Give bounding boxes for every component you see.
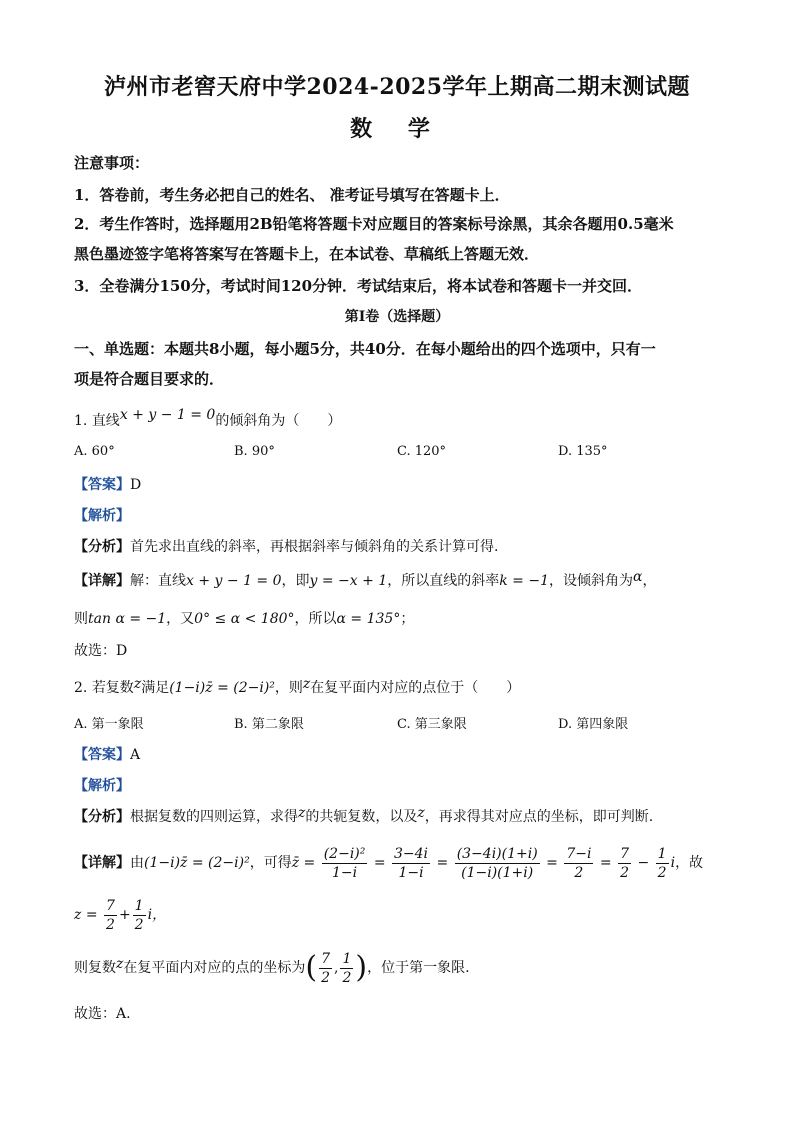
q2-stem: 2. 若复数z满足(1−i)z̄ = (2−i)²，则z在复平面内对应的点位于（ ） bbox=[74, 676, 521, 696]
q2-option-d: D. 第四象限 bbox=[558, 717, 629, 732]
section-intro-line-2: 项是符合题目要求的． bbox=[74, 370, 225, 388]
q2-option-c: C. 第三象限 bbox=[397, 717, 467, 732]
exam-title: 泸州市老窖天府中学2024-2025学年上期高二期末测试题 bbox=[103, 74, 691, 100]
q1-number: 1. bbox=[74, 413, 88, 429]
q2-detail-line-1: 【详解】由(1−i)z̄ = (2−i)²，可得z̄ = $\frac{\text{(2−i)²}}{1-i}$ = $\frac{3-4i}{1-i}$ = $\frac{(3-4i)(1+i)}{(1-i)(1+i)}$ = $\frac{7-i}{2}$ = $\frac{7}{2}$ − $\frac{1}{2}$ i，故 bbox=[74, 845, 704, 881]
q1-stem-post: 的倾斜角为（ ） bbox=[215, 413, 342, 429]
subject-title: 数 学 bbox=[350, 116, 444, 142]
notice-item-2-line-1: 2．考生作答时，选择题用2B铅笔将答题卡对应题目的答案标号涂黑，其余各题用0.5毫米 bbox=[74, 215, 674, 233]
q2-answer bbox=[74, 744, 140, 764]
q2-fraction-5: $\frac{7}{2}$ bbox=[620, 845, 630, 881]
q2-fenxi: 【分析】根据复数的四则运算，求得z的共轭复数，以及z，再求得其对应点的坐标，即可判断. bbox=[74, 805, 654, 825]
q2-answer-label: 【答案】 bbox=[74, 747, 130, 763]
q1-detail-line-1: 【详解】解：直线x + y − 1 = 0，即y = −x + 1，所以直线的斜率k = −1，设倾斜角为α， bbox=[74, 569, 657, 589]
q1-option-d: D. 135° bbox=[558, 444, 608, 459]
part-title: 第Ⅰ卷（选择题） bbox=[344, 309, 450, 325]
q1-answer bbox=[74, 474, 141, 494]
q2-analysis-header: 【解析】 bbox=[74, 778, 130, 794]
q2-answer-value: A bbox=[130, 747, 141, 763]
q1-fenxi bbox=[74, 536, 498, 556]
section-intro-line-1: 一、单选题：本题共8小题，每小题5分，共40分．在每小题给出的四个选项中，只有一 bbox=[74, 340, 656, 358]
q1-detail-line-2: 则tan α = −1，又0° ≤ α < 180°，所以α = 135°； bbox=[74, 611, 415, 627]
q1-answer-value: D bbox=[130, 477, 142, 493]
q2-fraction-6: $\frac{1}{2}$ bbox=[657, 845, 667, 881]
q1-option-c: C. 120° bbox=[397, 444, 447, 459]
q1-option-b: B. 90° bbox=[234, 444, 275, 459]
q1-analysis-label: 【解析】 bbox=[74, 508, 130, 524]
q2-point-line: 则复数z在复平面内对应的点的坐标为( $\frac{7}{2}$ , $\frac{1}{2}$ )，位于第一象限. bbox=[74, 950, 470, 986]
q2-fraction-4: $\frac{7-i}{2}$ bbox=[566, 845, 592, 881]
notice-item-3: 3．全卷满分150分，考试时间120分钟．考试结束后，将本试卷和答题卡一并交回． bbox=[74, 277, 643, 295]
q2-option-b: B. 第二象限 bbox=[234, 717, 304, 732]
q1-fenxi-text: 首先求出直线的斜率，再根据斜率与倾斜角的关系计算可得. bbox=[130, 539, 499, 555]
q2-fraction-1: $\frac{\text{(2−i)²}}{1-i}$ bbox=[323, 845, 366, 881]
notice-item-2-line-2: 黑色墨迹签字笔将答案写在答题卡上，在本试卷、草稿纸上答题无效． bbox=[74, 245, 540, 263]
q1-fenxi-label: 【分析】 bbox=[74, 539, 130, 555]
q1-stem bbox=[74, 407, 342, 430]
notice-item-1: 1．答卷前，考生务必把自己的姓名、 准考证号填写在答题卡上． bbox=[74, 186, 510, 204]
q1-equation: x + y − 1 = 0 bbox=[119, 407, 216, 423]
q1-stem-pre: 直线 bbox=[91, 413, 120, 429]
q2-number: 2. bbox=[74, 680, 88, 696]
q1-choice: 故选：D bbox=[74, 643, 128, 659]
q1-xiangjie-label: 【详解】 bbox=[74, 573, 130, 589]
q1-option-a: A. 60° bbox=[74, 444, 115, 459]
q1-answer-label: 【答案】 bbox=[74, 477, 130, 493]
q1-analysis-header bbox=[74, 505, 130, 525]
q2-fraction-2: $\frac{3-4i}{1-i}$ bbox=[394, 845, 429, 881]
notice-heading: 注意事项： bbox=[74, 154, 150, 172]
q2-option-a: A. 第一象限 bbox=[74, 717, 144, 732]
q2-z-value: z = $\frac{7}{2}$ + $\frac{1}{2}$ i， bbox=[74, 897, 167, 933]
q2-fraction-3: $\frac{(3-4i)(1+i)}{(1-i)(1+i)}$ bbox=[456, 845, 538, 881]
q2-choice: 故选：A. bbox=[74, 1006, 131, 1022]
